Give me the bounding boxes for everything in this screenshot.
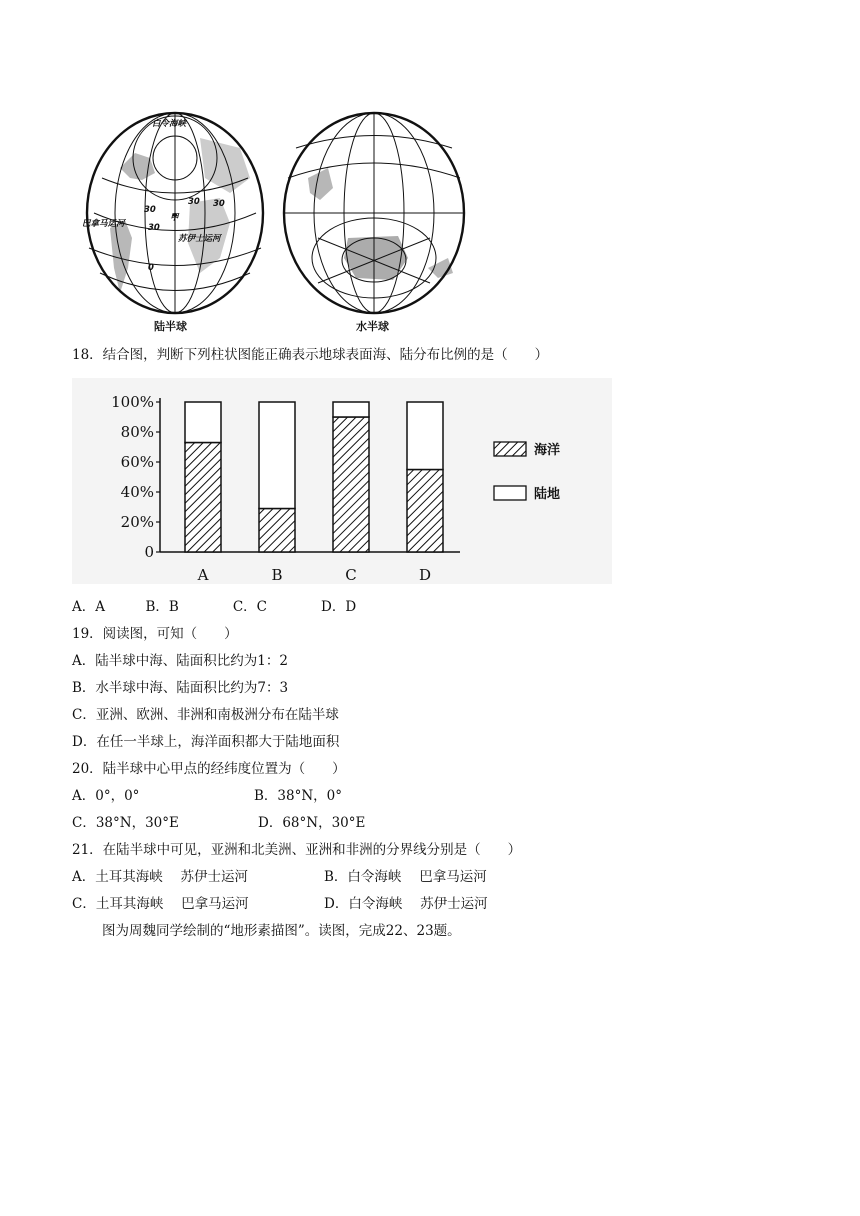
x-category-label: C bbox=[345, 566, 357, 584]
q21-stem: 21．在陆半球中可见，亚洲和北美洲、亚洲和非洲的分界线分别是（ ） bbox=[72, 842, 522, 858]
legend-swatch-ocean bbox=[494, 442, 526, 456]
land-hemisphere-caption: 陆半球 bbox=[154, 320, 187, 333]
bar-land-B bbox=[259, 402, 295, 509]
y-tick-label: 0 bbox=[144, 543, 154, 561]
x-category-label: D bbox=[418, 566, 432, 584]
legend-label-ocean: 海洋 bbox=[534, 443, 561, 458]
jia-point-label: 甲 bbox=[170, 213, 179, 223]
suez-canal-label-line1: 苏伊士运河 bbox=[178, 234, 221, 244]
panama-canal-label: 巴拿马运河 bbox=[82, 219, 125, 229]
land-hemisphere-globe bbox=[80, 108, 270, 318]
y-tick-label: 80% bbox=[120, 423, 154, 441]
bering-strait-label: 白令海峡 bbox=[152, 119, 187, 129]
x-category-label: B bbox=[271, 566, 283, 584]
bar-land-A bbox=[185, 402, 221, 443]
q18-stem: 18．结合图，判断下列柱状图能正确表示地球表面海、陆分布比例的是（ ） bbox=[72, 347, 549, 363]
bar-ocean-B bbox=[259, 509, 295, 553]
water-hemisphere-figure bbox=[278, 108, 470, 332]
q19-option-c: C．亚洲、欧洲、非洲和南极洲分布在陆半球 bbox=[72, 707, 339, 723]
equator-0-label: 0 bbox=[148, 263, 154, 273]
lat-30-label: 30 bbox=[213, 199, 225, 209]
y-tick-label: 60% bbox=[120, 453, 154, 471]
x-category-label: A bbox=[197, 566, 209, 584]
lat-30-label: 30 bbox=[144, 205, 156, 215]
bar-ocean-D bbox=[407, 470, 443, 553]
q22-23-intro: 图为周魏同学绘制的“地形素描图”。读图，完成22、23题。 bbox=[102, 923, 461, 939]
q21-option-d: D．白令海峡 苏伊士运河 bbox=[324, 896, 488, 912]
q19-stem: 19．阅读图，可知（ ） bbox=[72, 626, 238, 642]
bar-land-D bbox=[407, 402, 443, 470]
legend-label-land: 陆地 bbox=[534, 487, 561, 502]
bar-ocean-A bbox=[185, 443, 221, 553]
y-tick-label: 100% bbox=[111, 393, 154, 411]
q20-option-d: D．68°N，30°E bbox=[258, 815, 366, 831]
q20-option-b: B．38°N，0° bbox=[254, 788, 343, 804]
bar-chart-svg bbox=[72, 378, 612, 584]
q20-stem: 20．陆半球中心甲点的经纬度位置为（ ） bbox=[72, 761, 346, 777]
q18-options: A．A B．B C．C D．D bbox=[72, 599, 357, 615]
q21-option-c: C．土耳其海峡 巴拿马运河 bbox=[72, 896, 249, 912]
q21-option-b: B．白令海峡 巴拿马运河 bbox=[324, 869, 487, 885]
q20-option-c: C．38°N，30°E bbox=[72, 815, 179, 831]
q21-option-a: A．土耳其海峡 苏伊士运河 bbox=[72, 869, 249, 885]
q20-option-a: A．0°，0° bbox=[72, 788, 140, 804]
q19-option-a: A．陆半球中海、陆面积比约为1：2 bbox=[72, 653, 288, 669]
q19-option-d: D．在任一半球上，海洋面积都大于陆地面积 bbox=[72, 734, 340, 750]
water-hemisphere-globe bbox=[278, 108, 470, 318]
land-hemisphere-figure bbox=[80, 108, 270, 332]
legend-swatch-land bbox=[494, 486, 526, 500]
lat-30-label: 30 bbox=[188, 197, 200, 207]
bar-ocean-C bbox=[333, 417, 369, 552]
y-tick-label: 20% bbox=[120, 513, 154, 531]
water-hemisphere-caption: 水半球 bbox=[356, 320, 389, 333]
bar-land-C bbox=[333, 402, 369, 417]
sea-land-bar-chart bbox=[72, 378, 612, 584]
y-tick-label: 40% bbox=[120, 483, 154, 501]
lat-30-label: 30 bbox=[148, 223, 160, 233]
q19-option-b: B．水半球中海、陆面积比约为7：3 bbox=[72, 680, 289, 696]
